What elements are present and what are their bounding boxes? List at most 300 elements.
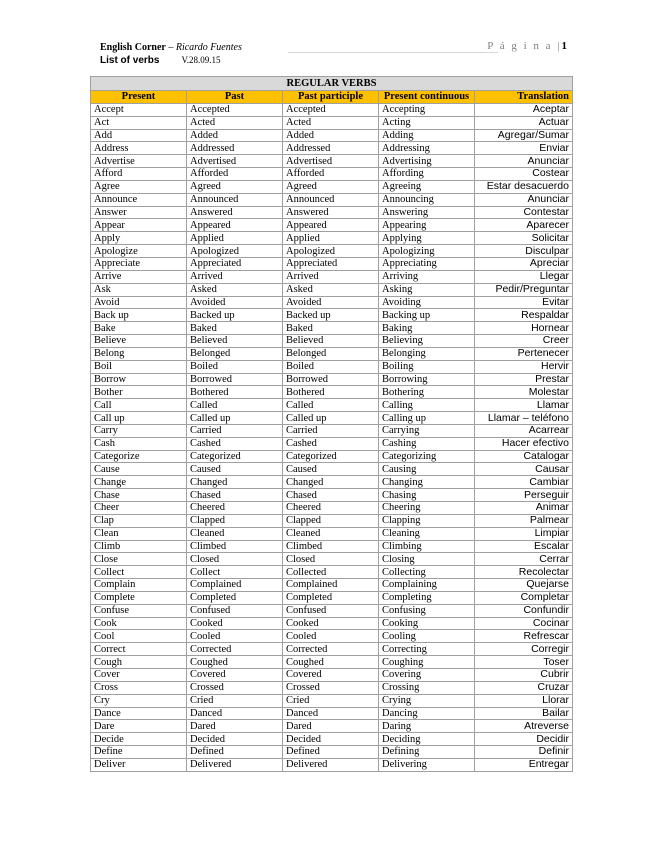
past-cell: Apologized xyxy=(187,245,283,258)
translation-cell: Quejarse xyxy=(475,579,573,592)
table-row xyxy=(91,283,573,296)
table-row xyxy=(91,617,573,630)
translation-cell: Pertenecer xyxy=(475,347,573,360)
table-row xyxy=(91,540,573,553)
present-continuous-cell: Crying xyxy=(379,694,475,707)
table-row xyxy=(91,681,573,694)
translation-cell: Corregir xyxy=(475,643,573,656)
present-cell: Complete xyxy=(91,591,187,604)
present-cell: Bake xyxy=(91,322,187,335)
present-cell: Cook xyxy=(91,617,187,630)
table-row xyxy=(91,553,573,566)
translation-cell: Cambiar xyxy=(475,476,573,489)
table-row xyxy=(91,746,573,759)
present-continuous-cell: Borrowing xyxy=(379,373,475,386)
past-cell: Changed xyxy=(187,476,283,489)
table-row xyxy=(91,116,573,129)
table-row xyxy=(91,168,573,181)
table-row xyxy=(91,489,573,502)
present-cell: Complain xyxy=(91,579,187,592)
translation-cell: Llorar xyxy=(475,694,573,707)
header-title-line xyxy=(100,42,242,53)
present-continuous-cell: Dancing xyxy=(379,707,475,720)
past-participle-cell: Announced xyxy=(283,193,379,206)
translation-cell: Enviar xyxy=(475,142,573,155)
past-participle-cell: Chased xyxy=(283,489,379,502)
present-continuous-cell: Delivering xyxy=(379,758,475,771)
past-participle-cell: Apologized xyxy=(283,245,379,258)
present-cell: Bother xyxy=(91,386,187,399)
present-continuous-cell: Addressing xyxy=(379,142,475,155)
past-cell: Complained xyxy=(187,579,283,592)
present-continuous-cell: Completing xyxy=(379,591,475,604)
translation-cell: Toser xyxy=(475,656,573,669)
past-cell: Caused xyxy=(187,463,283,476)
column-header: Past xyxy=(187,91,283,104)
present-cell: Close xyxy=(91,553,187,566)
past-participle-cell: Answered xyxy=(283,206,379,219)
past-cell: Baked xyxy=(187,322,283,335)
present-cell: Cheer xyxy=(91,502,187,515)
past-participle-cell: Corrected xyxy=(283,643,379,656)
present-continuous-cell: Calling up xyxy=(379,412,475,425)
past-cell: Announced xyxy=(187,193,283,206)
table-row xyxy=(91,412,573,425)
table-title-row xyxy=(91,77,573,91)
present-cell: Borrow xyxy=(91,373,187,386)
past-cell: Called up xyxy=(187,412,283,425)
table-row xyxy=(91,643,573,656)
present-cell: Act xyxy=(91,116,187,129)
translation-cell: Completar xyxy=(475,591,573,604)
past-cell: Cheered xyxy=(187,502,283,515)
present-cell: Agree xyxy=(91,180,187,193)
present-cell: Deliver xyxy=(91,758,187,771)
past-cell: Advertised xyxy=(187,155,283,168)
present-cell: Address xyxy=(91,142,187,155)
present-cell: Cross xyxy=(91,681,187,694)
translation-cell: Decidir xyxy=(475,733,573,746)
table-row xyxy=(91,180,573,193)
present-continuous-cell: Acting xyxy=(379,116,475,129)
table-row xyxy=(91,219,573,232)
present-cell: Confuse xyxy=(91,604,187,617)
past-participle-cell: Agreed xyxy=(283,180,379,193)
past-cell: Called xyxy=(187,399,283,412)
table-row xyxy=(91,206,573,219)
past-participle-cell: Applied xyxy=(283,232,379,245)
past-cell: Cooled xyxy=(187,630,283,643)
past-participle-cell: Advertised xyxy=(283,155,379,168)
translation-cell: Costear xyxy=(475,168,573,181)
translation-cell: Refrescar xyxy=(475,630,573,643)
translation-cell: Escalar xyxy=(475,540,573,553)
past-participle-cell: Acted xyxy=(283,116,379,129)
table-row xyxy=(91,566,573,579)
present-continuous-cell: Correcting xyxy=(379,643,475,656)
present-cell: Decide xyxy=(91,733,187,746)
present-continuous-cell: Appearing xyxy=(379,219,475,232)
table-row xyxy=(91,476,573,489)
present-cell: Apologize xyxy=(91,245,187,258)
present-cell: Call up xyxy=(91,412,187,425)
past-cell: Cried xyxy=(187,694,283,707)
present-continuous-cell: Apologizing xyxy=(379,245,475,258)
present-continuous-cell: Collecting xyxy=(379,566,475,579)
translation-cell: Llamar xyxy=(475,399,573,412)
present-continuous-cell: Calling xyxy=(379,399,475,412)
header-subtitle-line xyxy=(100,55,221,66)
table-row xyxy=(91,604,573,617)
present-cell: Dare xyxy=(91,720,187,733)
present-continuous-cell: Belonging xyxy=(379,347,475,360)
past-participle-cell: Confused xyxy=(283,604,379,617)
present-continuous-cell: Accepting xyxy=(379,103,475,116)
past-cell: Added xyxy=(187,129,283,142)
translation-cell: Recolectar xyxy=(475,566,573,579)
present-continuous-cell: Boiling xyxy=(379,360,475,373)
present-cell: Announce xyxy=(91,193,187,206)
translation-cell: Agregar/Sumar xyxy=(475,129,573,142)
present-cell: Boil xyxy=(91,360,187,373)
present-continuous-cell: Closing xyxy=(379,553,475,566)
table-row xyxy=(91,270,573,283)
translation-cell: Animar xyxy=(475,502,573,515)
past-participle-cell: Caused xyxy=(283,463,379,476)
past-cell: Afforded xyxy=(187,168,283,181)
translation-cell: Contestar xyxy=(475,206,573,219)
past-participle-cell: Believed xyxy=(283,335,379,348)
table-title: REGULAR VERBS xyxy=(91,77,573,91)
present-continuous-cell: Believing xyxy=(379,335,475,348)
present-continuous-cell: Clapping xyxy=(379,514,475,527)
past-cell: Answered xyxy=(187,206,283,219)
header-dash: – xyxy=(165,42,176,53)
present-cell: Believe xyxy=(91,335,187,348)
column-header: Translation xyxy=(475,91,573,104)
table-row xyxy=(91,335,573,348)
past-cell: Avoided xyxy=(187,296,283,309)
translation-cell: Acarrear xyxy=(475,424,573,437)
present-continuous-cell: Advertising xyxy=(379,155,475,168)
table-row xyxy=(91,656,573,669)
present-cell: Add xyxy=(91,129,187,142)
past-cell: Crossed xyxy=(187,681,283,694)
translation-cell: Entregar xyxy=(475,758,573,771)
present-continuous-cell: Arriving xyxy=(379,270,475,283)
past-participle-cell: Belonged xyxy=(283,347,379,360)
present-continuous-cell: Backing up xyxy=(379,309,475,322)
column-header: Present continuous xyxy=(379,91,475,104)
header-author: Ricardo Fuentes xyxy=(175,42,242,53)
present-continuous-cell: Climbing xyxy=(379,540,475,553)
present-continuous-cell: Crossing xyxy=(379,681,475,694)
table-header-row xyxy=(91,91,573,104)
past-cell: Believed xyxy=(187,335,283,348)
translation-cell: Hornear xyxy=(475,322,573,335)
column-header: Present xyxy=(91,91,187,104)
past-participle-cell: Accepted xyxy=(283,103,379,116)
present-continuous-cell: Deciding xyxy=(379,733,475,746)
page-label: P á g i n a | xyxy=(487,40,562,52)
past-participle-cell: Collected xyxy=(283,566,379,579)
table-row xyxy=(91,347,573,360)
present-cell: Appreciate xyxy=(91,257,187,270)
column-header: Past participle xyxy=(283,91,379,104)
table-row xyxy=(91,360,573,373)
present-continuous-cell: Announcing xyxy=(379,193,475,206)
translation-cell: Cruzar xyxy=(475,681,573,694)
present-continuous-cell: Causing xyxy=(379,463,475,476)
translation-cell: Actuar xyxy=(475,116,573,129)
past-cell: Cooked xyxy=(187,617,283,630)
past-participle-cell: Carried xyxy=(283,424,379,437)
present-cell: Correct xyxy=(91,643,187,656)
past-cell: Belonged xyxy=(187,347,283,360)
past-participle-cell: Closed xyxy=(283,553,379,566)
past-cell: Cleaned xyxy=(187,527,283,540)
header-version: V.28.09.15 xyxy=(181,55,221,65)
present-continuous-cell: Cooling xyxy=(379,630,475,643)
present-cell: Cool xyxy=(91,630,187,643)
translation-cell: Cocinar xyxy=(475,617,573,630)
present-cell: Dance xyxy=(91,707,187,720)
table-row xyxy=(91,129,573,142)
table-row xyxy=(91,514,573,527)
present-continuous-cell: Cleaning xyxy=(379,527,475,540)
past-cell: Addressed xyxy=(187,142,283,155)
past-cell: Accepted xyxy=(187,103,283,116)
present-continuous-cell: Cheering xyxy=(379,502,475,515)
present-cell: Back up xyxy=(91,309,187,322)
present-continuous-cell: Baking xyxy=(379,322,475,335)
present-cell: Categorize xyxy=(91,450,187,463)
past-cell: Decided xyxy=(187,733,283,746)
translation-cell: Limpiar xyxy=(475,527,573,540)
past-cell: Dared xyxy=(187,720,283,733)
past-participle-cell: Cashed xyxy=(283,437,379,450)
past-cell: Climbed xyxy=(187,540,283,553)
past-participle-cell: Cleaned xyxy=(283,527,379,540)
present-continuous-cell: Carrying xyxy=(379,424,475,437)
present-cell: Clap xyxy=(91,514,187,527)
translation-cell: Respaldar xyxy=(475,309,573,322)
present-cell: Apply xyxy=(91,232,187,245)
translation-cell: Cerrar xyxy=(475,553,573,566)
table-row xyxy=(91,245,573,258)
present-cell: Advertise xyxy=(91,155,187,168)
past-participle-cell: Delivered xyxy=(283,758,379,771)
past-participle-cell: Defined xyxy=(283,746,379,759)
past-participle-cell: Borrowed xyxy=(283,373,379,386)
present-cell: Call xyxy=(91,399,187,412)
table-row xyxy=(91,720,573,733)
present-cell: Change xyxy=(91,476,187,489)
past-participle-cell: Crossed xyxy=(283,681,379,694)
translation-cell: Apreciar xyxy=(475,257,573,270)
past-participle-cell: Arrived xyxy=(283,270,379,283)
present-continuous-cell: Agreeing xyxy=(379,180,475,193)
present-cell: Define xyxy=(91,746,187,759)
present-cell: Arrive xyxy=(91,270,187,283)
table-row xyxy=(91,232,573,245)
table-row xyxy=(91,733,573,746)
present-cell: Climb xyxy=(91,540,187,553)
past-participle-cell: Clapped xyxy=(283,514,379,527)
past-participle-cell: Afforded xyxy=(283,168,379,181)
translation-cell: Definir xyxy=(475,746,573,759)
verbs-table xyxy=(90,76,573,772)
present-continuous-cell: Adding xyxy=(379,129,475,142)
past-cell: Boiled xyxy=(187,360,283,373)
past-participle-cell: Complained xyxy=(283,579,379,592)
past-cell: Asked xyxy=(187,283,283,296)
translation-cell: Prestar xyxy=(475,373,573,386)
translation-cell: Anunciar xyxy=(475,155,573,168)
page-number: 1 xyxy=(561,40,567,52)
present-cell: Cry xyxy=(91,694,187,707)
header-rule xyxy=(288,52,498,53)
translation-cell: Pedir/Preguntar xyxy=(475,283,573,296)
past-participle-cell: Cheered xyxy=(283,502,379,515)
table-row xyxy=(91,579,573,592)
past-cell: Corrected xyxy=(187,643,283,656)
translation-cell: Evitar xyxy=(475,296,573,309)
page-header xyxy=(100,40,575,70)
table-row xyxy=(91,707,573,720)
present-cell: Afford xyxy=(91,168,187,181)
translation-cell: Hacer efectivo xyxy=(475,437,573,450)
past-participle-cell: Covered xyxy=(283,668,379,681)
table-row xyxy=(91,463,573,476)
past-participle-cell: Climbed xyxy=(283,540,379,553)
header-subtitle: List of verbs xyxy=(100,55,160,66)
present-cell: Chase xyxy=(91,489,187,502)
present-continuous-cell: Covering xyxy=(379,668,475,681)
table-body xyxy=(91,103,573,771)
table-row xyxy=(91,437,573,450)
past-cell: Categorized xyxy=(187,450,283,463)
present-cell: Appear xyxy=(91,219,187,232)
present-cell: Cough xyxy=(91,656,187,669)
past-participle-cell: Bothered xyxy=(283,386,379,399)
table-row xyxy=(91,103,573,116)
past-cell: Confused xyxy=(187,604,283,617)
present-continuous-cell: Daring xyxy=(379,720,475,733)
past-participle-cell: Addressed xyxy=(283,142,379,155)
present-continuous-cell: Defining xyxy=(379,746,475,759)
past-participle-cell: Danced xyxy=(283,707,379,720)
present-continuous-cell: Affording xyxy=(379,168,475,181)
present-continuous-cell: Applying xyxy=(379,232,475,245)
past-cell: Borrowed xyxy=(187,373,283,386)
translation-cell: Confundir xyxy=(475,604,573,617)
present-cell: Collect xyxy=(91,566,187,579)
translation-cell: Llegar xyxy=(475,270,573,283)
present-continuous-cell: Chasing xyxy=(379,489,475,502)
translation-cell: Estar desacuerdo xyxy=(475,180,573,193)
present-continuous-cell: Confusing xyxy=(379,604,475,617)
translation-cell: Anunciar xyxy=(475,193,573,206)
table-row xyxy=(91,193,573,206)
past-cell: Backed up xyxy=(187,309,283,322)
translation-cell: Solicitar xyxy=(475,232,573,245)
present-continuous-cell: Answering xyxy=(379,206,475,219)
table-row xyxy=(91,257,573,270)
table-row xyxy=(91,142,573,155)
present-cell: Clean xyxy=(91,527,187,540)
past-participle-cell: Boiled xyxy=(283,360,379,373)
present-continuous-cell: Asking xyxy=(379,283,475,296)
past-participle-cell: Called xyxy=(283,399,379,412)
translation-cell: Llamar – teléfono xyxy=(475,412,573,425)
present-cell: Belong xyxy=(91,347,187,360)
past-participle-cell: Added xyxy=(283,129,379,142)
past-participle-cell: Baked xyxy=(283,322,379,335)
past-cell: Applied xyxy=(187,232,283,245)
present-cell: Answer xyxy=(91,206,187,219)
past-participle-cell: Cried xyxy=(283,694,379,707)
table-row xyxy=(91,591,573,604)
table-row xyxy=(91,527,573,540)
past-participle-cell: Cooked xyxy=(283,617,379,630)
present-cell: Avoid xyxy=(91,296,187,309)
past-cell: Cashed xyxy=(187,437,283,450)
past-cell: Completed xyxy=(187,591,283,604)
past-participle-cell: Coughed xyxy=(283,656,379,669)
table-row xyxy=(91,309,573,322)
table-row xyxy=(91,694,573,707)
past-participle-cell: Dared xyxy=(283,720,379,733)
past-participle-cell: Avoided xyxy=(283,296,379,309)
past-cell: Closed xyxy=(187,553,283,566)
past-participle-cell: Changed xyxy=(283,476,379,489)
past-cell: Delivered xyxy=(187,758,283,771)
present-continuous-cell: Changing xyxy=(379,476,475,489)
past-participle-cell: Asked xyxy=(283,283,379,296)
present-continuous-cell: Cooking xyxy=(379,617,475,630)
present-continuous-cell: Complaining xyxy=(379,579,475,592)
present-continuous-cell: Categorizing xyxy=(379,450,475,463)
present-cell: Cash xyxy=(91,437,187,450)
present-continuous-cell: Avoiding xyxy=(379,296,475,309)
present-cell: Carry xyxy=(91,424,187,437)
past-cell: Acted xyxy=(187,116,283,129)
past-participle-cell: Cooled xyxy=(283,630,379,643)
past-participle-cell: Completed xyxy=(283,591,379,604)
past-cell: Clapped xyxy=(187,514,283,527)
translation-cell: Aparecer xyxy=(475,219,573,232)
present-cell: Accept xyxy=(91,103,187,116)
present-continuous-cell: Cashing xyxy=(379,437,475,450)
past-cell: Chased xyxy=(187,489,283,502)
translation-cell: Palmear xyxy=(475,514,573,527)
header-title: English Corner xyxy=(100,42,166,53)
translation-cell: Cubrir xyxy=(475,668,573,681)
translation-cell: Causar xyxy=(475,463,573,476)
past-cell: Agreed xyxy=(187,180,283,193)
table-row xyxy=(91,450,573,463)
past-participle-cell: Called up xyxy=(283,412,379,425)
table-row xyxy=(91,296,573,309)
present-cell: Cover xyxy=(91,668,187,681)
translation-cell: Bailar xyxy=(475,707,573,720)
translation-cell: Molestar xyxy=(475,386,573,399)
translation-cell: Perseguir xyxy=(475,489,573,502)
table-row xyxy=(91,758,573,771)
present-cell: Ask xyxy=(91,283,187,296)
translation-cell: Aceptar xyxy=(475,103,573,116)
